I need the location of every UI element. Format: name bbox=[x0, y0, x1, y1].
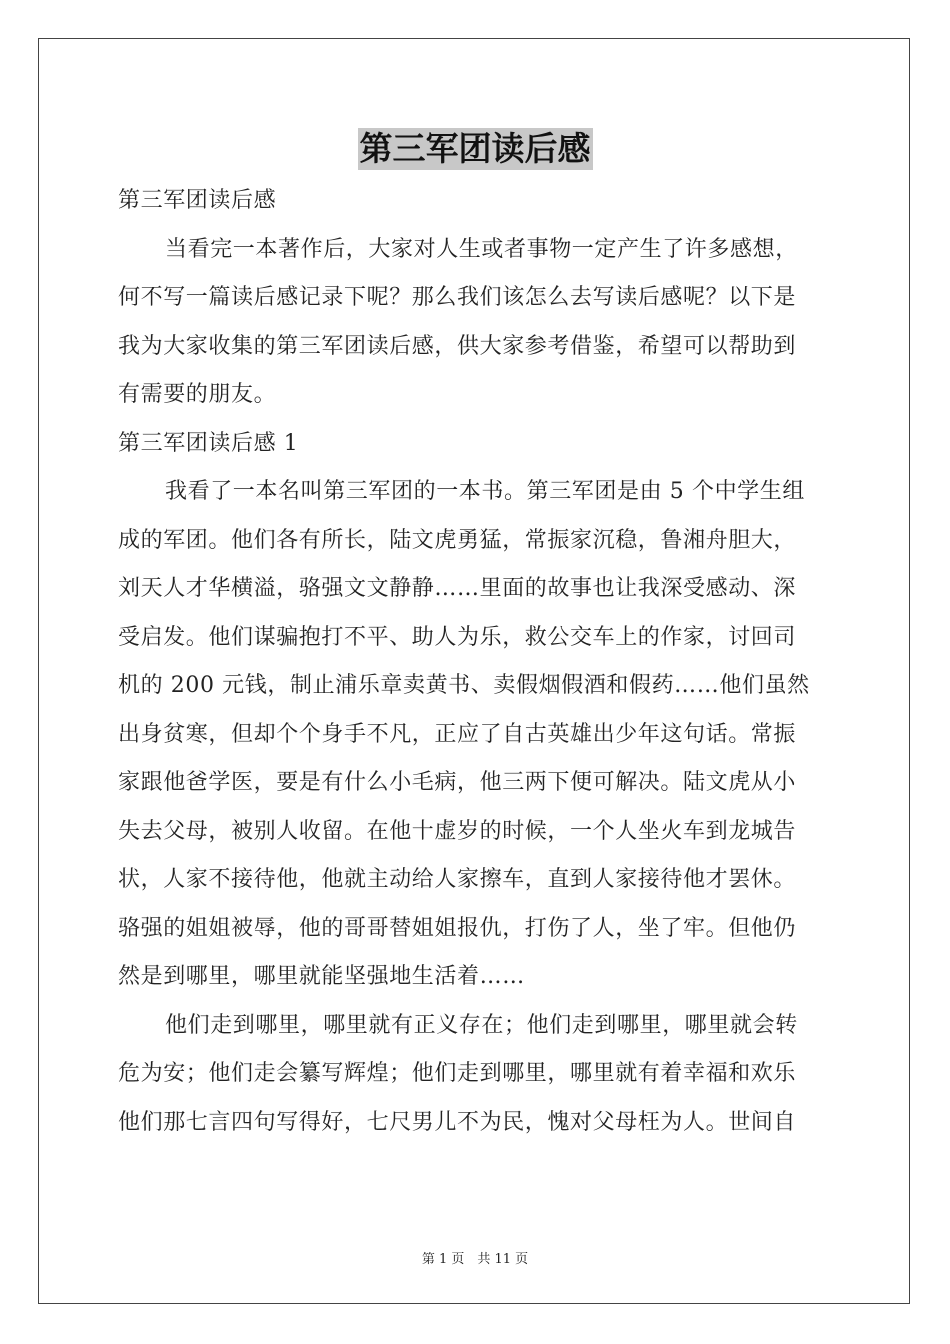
paragraph-line: 受启发。他们谋骗抱打不平、助人为乐，救公交车上的作家，讨回司 bbox=[118, 624, 797, 650]
paragraph-line: 危为安；他们走会纂写辉煌；他们走到哪里，哪里就有着幸福和欢乐 bbox=[118, 1061, 797, 1086]
paragraph-line: 他们走到哪里，哪里就有正义存在；他们走到哪里，哪里就会转 bbox=[165, 1012, 798, 1038]
paragraph-line: 然是到哪里，哪里就能坚强地生活着…… bbox=[118, 964, 525, 989]
paragraph-line: 他们那七言四句写得好，七尺男儿不为民，愧对父母枉为人。世间自 bbox=[118, 1109, 797, 1135]
paragraph-line: 机的 200 元钱，制止浦乐章卖黄书、卖假烟假酒和假药……他们虽然 bbox=[118, 673, 810, 698]
section-heading: 第三军团读后感 1 bbox=[118, 430, 299, 456]
paragraph-line: 失去父母，被别人收留。在他十虚岁的时候，一个人坐火车到龙城告 bbox=[118, 818, 797, 844]
paragraph-line: 我为大家收集的第三军团读后感，供大家参考借鉴，希望可以帮助到 bbox=[118, 333, 797, 359]
page-number: 第 1 页 共 11 页 bbox=[421, 1252, 529, 1267]
paragraph-line: 何不写一篇读后感记录下呢？那么我们该怎么去写读后感呢？以下是 bbox=[118, 285, 797, 310]
paragraph-line: 刘天人才华横溢，骆强文文静静……里面的故事也让我深受感动、深 bbox=[118, 576, 797, 601]
paragraph-line: 家跟他爸学医，要是有什么小毛病，他三两下便可解决。陆文虎从小 bbox=[118, 770, 797, 795]
title-container bbox=[0, 128, 950, 170]
section-heading: 第三军团读后感 bbox=[118, 188, 277, 213]
paragraph-line: 出身贫寒，但却个个身手不凡，正应了自古英雄出少年这句话。常振 bbox=[118, 721, 797, 747]
paragraph-line: 状，人家不接待他，他就主动给人家擦车，直到人家接待他才罢休。 bbox=[118, 867, 797, 892]
document-body bbox=[118, 177, 833, 1147]
document-title: 第三军团读后感 bbox=[359, 129, 591, 168]
paragraph-line: 有需要的朋友。 bbox=[118, 382, 277, 407]
paragraph-line: 成的军团。他们各有所长，陆文虎勇猛，常振家沉稳，鲁湘舟胆大， bbox=[118, 527, 797, 553]
paragraph-line: 当看完一本著作后，大家对人生或者事物一定产生了许多感想， bbox=[165, 236, 798, 262]
paragraph-line: 骆强的姐姐被辱，他的哥哥替姐姐报仇，打伤了人，坐了牢。但他仍 bbox=[118, 915, 797, 941]
paragraph-line: 我看了一本名叫第三军团的一本书。第三军团是由 5 个中学生组 bbox=[165, 479, 805, 504]
